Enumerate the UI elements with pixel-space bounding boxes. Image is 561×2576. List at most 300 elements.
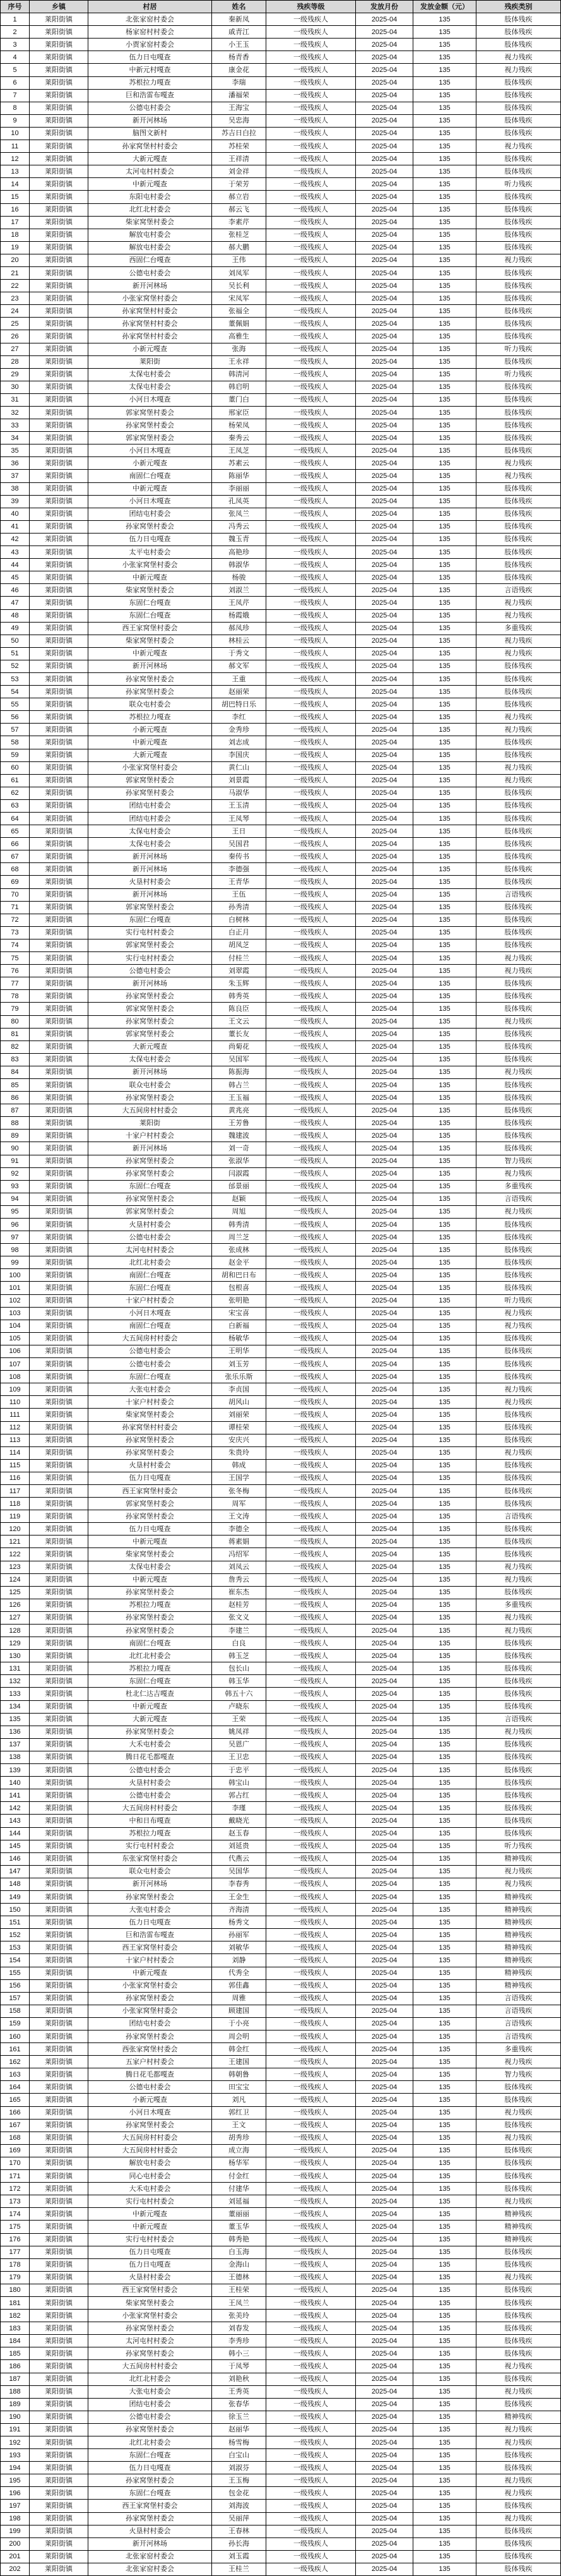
cell-disability-level: 一级残疾人 — [266, 1358, 356, 1371]
cell-index: 1 — [1, 13, 30, 26]
cell-disability-level: 一级残疾人 — [266, 1700, 356, 1713]
cell-month: 2025-04 — [356, 191, 413, 203]
table-row — [1, 1611, 561, 1624]
cell-name: 李瑾 — [212, 1802, 266, 1815]
cell-month: 2025-04 — [356, 64, 413, 76]
cell-township: 莱阳街镇 — [30, 203, 88, 216]
cell-name: 刘敏华 — [212, 1941, 266, 1954]
cell-amount: 135 — [413, 1231, 476, 1244]
cell-amount: 135 — [413, 1510, 476, 1523]
cell-month: 2025-04 — [356, 1979, 413, 1992]
table-row — [1, 2081, 561, 2094]
cell-township: 莱阳街镇 — [30, 26, 88, 39]
cell-village: 东固仁台嘎查 — [88, 609, 212, 622]
cell-amount: 135 — [413, 2119, 476, 2132]
table-row — [1, 672, 561, 685]
cell-township: 莱阳街镇 — [30, 1345, 88, 1357]
cell-disability-type: 肢体残疾 — [476, 1484, 561, 1497]
cell-index: 45 — [1, 571, 30, 584]
table-row — [1, 2310, 561, 2322]
cell-index: 165 — [1, 2094, 30, 2106]
cell-index: 64 — [1, 813, 30, 825]
cell-disability-level: 一级残疾人 — [266, 102, 356, 114]
cell-index: 188 — [1, 2385, 30, 2398]
cell-township: 莱阳街镇 — [30, 736, 88, 749]
cell-township: 莱阳街镇 — [30, 2563, 88, 2575]
cell-disability-type: 肢体残疾 — [476, 153, 561, 165]
cell-amount: 135 — [413, 2271, 476, 2284]
cell-disability-level: 一级残疾人 — [266, 1117, 356, 1130]
cell-name: 苏素云 — [212, 457, 266, 470]
cell-amount: 135 — [413, 13, 476, 26]
cell-village: 孙家窝堡村委会 — [88, 1625, 212, 1637]
cell-amount: 135 — [413, 2081, 476, 2094]
cell-amount: 135 — [413, 165, 476, 178]
table-row — [1, 838, 561, 850]
cell-disability-type: 肢体残疾 — [476, 2500, 561, 2512]
table-row — [1, 1015, 561, 1028]
cell-township: 莱阳街镇 — [30, 2043, 88, 2056]
cell-township: 莱阳街镇 — [30, 1523, 88, 1535]
cell-village: 腾日花毛都嘎查 — [88, 2068, 212, 2081]
cell-amount: 135 — [413, 1713, 476, 1726]
cell-township: 莱阳街镇 — [30, 1383, 88, 1396]
cell-amount: 135 — [413, 724, 476, 736]
cell-month: 2025-04 — [356, 2094, 413, 2106]
cell-index: 61 — [1, 774, 30, 787]
cell-month: 2025-04 — [356, 1688, 413, 1700]
cell-index: 38 — [1, 482, 30, 495]
cell-village: 团结屯村委会 — [88, 799, 212, 812]
cell-index: 171 — [1, 2170, 30, 2183]
cell-month: 2025-04 — [356, 2474, 413, 2487]
cell-month: 2025-04 — [356, 1802, 413, 1815]
cell-name: 王青华 — [212, 876, 266, 888]
cell-disability-type: 肢体残疾 — [476, 1104, 561, 1117]
cell-disability-type: 言语残疾 — [476, 1193, 561, 1205]
cell-amount: 135 — [413, 520, 476, 533]
table-row — [1, 2411, 561, 2423]
cell-month: 2025-04 — [356, 965, 413, 977]
cell-village: 西王家窝堡村委会 — [88, 1941, 212, 1954]
cell-disability-type: 肢体残疾 — [476, 76, 561, 89]
cell-disability-level: 一级残疾人 — [266, 2398, 356, 2411]
table-row — [1, 1142, 561, 1155]
cell-disability-type: 视力残疾 — [476, 711, 561, 724]
cell-disability-level: 一级残疾人 — [266, 368, 356, 381]
cell-village: 郭家窝堡村委会 — [88, 1205, 212, 1218]
cell-name: 董佩娟 — [212, 318, 266, 330]
cell-name: 尚菊花 — [212, 1041, 266, 1053]
cell-month: 2025-04 — [356, 407, 413, 419]
cell-disability-level: 一级残疾人 — [266, 736, 356, 749]
cell-disability-level: 一级残疾人 — [266, 533, 356, 546]
cell-index: 71 — [1, 901, 30, 914]
cell-amount: 135 — [413, 114, 476, 127]
cell-village: 小河日木嘎查 — [88, 1307, 212, 1320]
cell-disability-type: 肢体残疾 — [476, 432, 561, 444]
cell-village: 东张家窝堡村委会 — [88, 1852, 212, 1865]
cell-amount: 135 — [413, 736, 476, 749]
cell-month: 2025-04 — [356, 609, 413, 622]
cell-disability-type: 视力残疾 — [476, 470, 561, 482]
cell-township: 莱阳街镇 — [30, 1586, 88, 1599]
cell-index: 148 — [1, 1878, 30, 1890]
table-row — [1, 2183, 561, 2195]
cell-amount: 135 — [413, 1827, 476, 1840]
cell-month: 2025-04 — [356, 432, 413, 444]
cell-disability-level: 一级残疾人 — [266, 1802, 356, 1815]
cell-name: 张春华 — [212, 2398, 266, 2411]
cell-disability-level: 一级残疾人 — [266, 1713, 356, 1726]
table-row — [1, 13, 561, 26]
cell-disability-type: 视力残疾 — [476, 761, 561, 774]
cell-township: 莱阳街镇 — [30, 102, 88, 114]
cell-name: 刘凡 — [212, 2094, 266, 2106]
cell-amount: 135 — [413, 2347, 476, 2360]
cell-name: 杨青香 — [212, 51, 266, 64]
cell-disability-level: 一级残疾人 — [266, 1472, 356, 1484]
cell-disability-level: 一级残疾人 — [266, 635, 356, 647]
cell-village: 小新元嘎查 — [88, 2094, 212, 2106]
cell-disability-level: 一级残疾人 — [266, 647, 356, 660]
cell-disability-level: 一级残疾人 — [266, 419, 356, 432]
cell-month: 2025-04 — [356, 1421, 413, 1434]
cell-disability-type: 肢体残疾 — [476, 672, 561, 685]
cell-month: 2025-04 — [356, 1193, 413, 1205]
cell-township: 莱阳街镇 — [30, 965, 88, 977]
cell-township: 莱阳街镇 — [30, 1751, 88, 1763]
cell-name: 周会明 — [212, 2030, 266, 2043]
table-row — [1, 1078, 561, 1091]
cell-township: 莱阳街镇 — [30, 1637, 88, 1650]
cell-village: 十家户村村委会 — [88, 1294, 212, 1307]
cell-township: 莱阳街镇 — [30, 1066, 88, 1078]
cell-index: 160 — [1, 2030, 30, 2043]
cell-disability-type: 肢体残疾 — [476, 2373, 561, 2385]
cell-township: 莱阳街镇 — [30, 1510, 88, 1523]
cell-village: 十家户村村委会 — [88, 1954, 212, 1967]
cell-township: 莱阳街镇 — [30, 2360, 88, 2373]
cell-name: 刘玉霞 — [212, 2550, 266, 2563]
cell-name: 王伍 — [212, 888, 266, 901]
cell-amount: 135 — [413, 1751, 476, 1763]
cell-township: 莱阳街镇 — [30, 711, 88, 724]
cell-index: 10 — [1, 127, 30, 140]
cell-month: 2025-04 — [356, 850, 413, 863]
table-row — [1, 787, 561, 799]
cell-index: 30 — [1, 381, 30, 393]
cell-township: 莱阳街镇 — [30, 1015, 88, 1028]
table-row — [1, 2360, 561, 2373]
cell-disability-level: 一级残疾人 — [266, 1003, 356, 1015]
cell-village: 太平屯村委会 — [88, 546, 212, 559]
cell-disability-type: 肢体残疾 — [476, 102, 561, 114]
cell-index: 105 — [1, 1332, 30, 1345]
cell-amount: 135 — [413, 2550, 476, 2563]
cell-disability-type: 肢体残疾 — [476, 127, 561, 140]
cell-name: 刘志成 — [212, 736, 266, 749]
cell-township: 莱阳街镇 — [30, 1269, 88, 1282]
cell-disability-type: 肢体残疾 — [476, 876, 561, 888]
cell-disability-type: 肢体残疾 — [476, 914, 561, 926]
cell-name: 韩小三 — [212, 2347, 266, 2360]
cell-name: 刘艳秋 — [212, 2373, 266, 2385]
cell-disability-level: 一级残疾人 — [266, 2056, 356, 2068]
cell-township: 莱阳街镇 — [30, 1193, 88, 1205]
cell-disability-type: 视力残疾 — [476, 2423, 561, 2436]
cell-index: 76 — [1, 965, 30, 977]
table-row — [1, 1205, 561, 1218]
cell-township: 莱阳街镇 — [30, 520, 88, 533]
cell-village: 大五间房村村委会 — [88, 2144, 212, 2157]
cell-amount: 135 — [413, 939, 476, 951]
cell-disability-type: 视力残疾 — [476, 2487, 561, 2500]
cell-disability-level: 一级残疾人 — [266, 2411, 356, 2423]
cell-month: 2025-04 — [356, 13, 413, 26]
cell-index: 41 — [1, 520, 30, 533]
cell-amount: 135 — [413, 1180, 476, 1193]
cell-month: 2025-04 — [356, 1205, 413, 1218]
table-row — [1, 622, 561, 635]
cell-amount: 135 — [413, 774, 476, 787]
cell-amount: 135 — [413, 1979, 476, 1992]
cell-disability-level: 一级残疾人 — [266, 1992, 356, 2005]
cell-amount: 135 — [413, 2436, 476, 2449]
table-row — [1, 1777, 561, 1789]
cell-index: 63 — [1, 799, 30, 812]
header-index: 序号 — [1, 1, 30, 13]
table-row — [1, 2474, 561, 2487]
cell-amount: 135 — [413, 1244, 476, 1256]
cell-disability-type: 肢体残疾 — [476, 13, 561, 26]
cell-township: 莱阳街镇 — [30, 2436, 88, 2449]
cell-disability-type: 肢体残疾 — [476, 1003, 561, 1015]
cell-village: 火垦村村委会 — [88, 876, 212, 888]
cell-month: 2025-04 — [356, 2195, 413, 2208]
cell-disability-type: 肢体残疾 — [476, 799, 561, 812]
cell-village: 团结屯村委会 — [88, 2398, 212, 2411]
cell-township: 莱阳街镇 — [30, 1688, 88, 1700]
table-row — [1, 1625, 561, 1637]
cell-disability-type: 肢体残疾 — [476, 2296, 561, 2309]
cell-village: 火垦村村委会 — [88, 2271, 212, 2284]
cell-amount: 135 — [413, 761, 476, 774]
cell-index: 192 — [1, 2436, 30, 2449]
cell-disability-level: 一级残疾人 — [266, 444, 356, 457]
cell-village: 中新元嘎查 — [88, 1573, 212, 1586]
cell-month: 2025-04 — [356, 559, 413, 571]
cell-disability-type: 肢体残疾 — [476, 2258, 561, 2271]
cell-township: 莱阳街镇 — [30, 178, 88, 191]
cell-disability-level: 一级残疾人 — [266, 203, 356, 216]
cell-disability-level: 一级残疾人 — [266, 1611, 356, 1624]
cell-disability-level: 一级残疾人 — [266, 686, 356, 698]
cell-village: 巨和浩雷布嘎查 — [88, 1929, 212, 1941]
cell-disability-level: 一级残疾人 — [266, 1586, 356, 1599]
cell-village: 孙家窝堡村村委会 — [88, 318, 212, 330]
cell-disability-type: 视力残疾 — [476, 1865, 561, 1878]
cell-disability-type: 肢体残疾 — [476, 381, 561, 393]
table-row — [1, 444, 561, 457]
cell-amount: 135 — [413, 1066, 476, 1078]
table-row — [1, 1979, 561, 1992]
cell-village: 脑图文新村 — [88, 127, 212, 140]
cell-amount: 135 — [413, 102, 476, 114]
cell-village: 中新元嘎查 — [88, 571, 212, 584]
cell-village: 郭家窝堡村委会 — [88, 432, 212, 444]
cell-month: 2025-04 — [356, 2398, 413, 2411]
table-row — [1, 1396, 561, 1409]
cell-index: 135 — [1, 1713, 30, 1726]
cell-amount: 135 — [413, 292, 476, 305]
cell-village: 小张家窝堡村委会 — [88, 292, 212, 305]
cell-month: 2025-04 — [356, 51, 413, 64]
cell-disability-type: 肢体残疾 — [476, 990, 561, 1003]
cell-disability-type: 听力残疾 — [476, 1294, 561, 1307]
cell-disability-level: 一级残疾人 — [266, 1167, 356, 1180]
cell-month: 2025-04 — [356, 1726, 413, 1738]
cell-village: 小河日木嘎查 — [88, 444, 212, 457]
cell-amount: 135 — [413, 1954, 476, 1967]
cell-township: 莱阳街镇 — [30, 1041, 88, 1053]
cell-name: 王文云 — [212, 1015, 266, 1028]
cell-amount: 135 — [413, 1561, 476, 1573]
cell-index: 70 — [1, 888, 30, 901]
cell-amount: 135 — [413, 1269, 476, 1282]
header-row — [1, 1, 561, 13]
cell-index: 104 — [1, 1320, 30, 1332]
cell-village: 团结屯村委会 — [88, 508, 212, 520]
cell-month: 2025-04 — [356, 1180, 413, 1193]
cell-amount: 135 — [413, 2195, 476, 2208]
cell-index: 31 — [1, 393, 30, 406]
cell-name: 刘景霞 — [212, 774, 266, 787]
cell-month: 2025-04 — [356, 711, 413, 724]
cell-name: 董长友 — [212, 1028, 266, 1041]
cell-village: 小贾家窑村委会 — [88, 39, 212, 51]
cell-township: 莱阳街镇 — [30, 939, 88, 951]
cell-amount: 135 — [413, 266, 476, 279]
cell-disability-type: 肢体残疾 — [476, 2157, 561, 2169]
cell-village: 郭家窝堡村委会 — [88, 1003, 212, 1015]
table-row — [1, 1637, 561, 1650]
cell-village: 东固仁台嘎查 — [88, 1371, 212, 1383]
cell-township: 莱阳街镇 — [30, 1535, 88, 1548]
cell-township: 莱阳街镇 — [30, 2449, 88, 2462]
cell-township: 莱阳街镇 — [30, 1294, 88, 1307]
cell-amount: 135 — [413, 1738, 476, 1751]
cell-amount: 135 — [413, 140, 476, 153]
cell-village: 中新元嘎查 — [88, 647, 212, 660]
cell-month: 2025-04 — [356, 1967, 413, 1979]
cell-name: 朱玉辉 — [212, 977, 266, 990]
table-row — [1, 330, 561, 343]
cell-village: 五家户村村委会 — [88, 2056, 212, 2068]
cell-disability-level: 一级残疾人 — [266, 495, 356, 508]
cell-township: 莱阳街镇 — [30, 901, 88, 914]
cell-disability-type: 肢体残疾 — [476, 2170, 561, 2183]
cell-township: 莱阳街镇 — [30, 444, 88, 457]
cell-township: 莱阳街镇 — [30, 1929, 88, 1941]
cell-month: 2025-04 — [356, 2144, 413, 2157]
cell-township: 莱阳街镇 — [30, 2310, 88, 2322]
cell-village: 小河日木嘎查 — [88, 2106, 212, 2119]
cell-disability-level: 一级残疾人 — [266, 1205, 356, 1218]
cell-village: 南固仁台嘎查 — [88, 1269, 212, 1282]
cell-disability-type: 视力残疾 — [476, 2385, 561, 2398]
cell-disability-level: 一级残疾人 — [266, 2385, 356, 2398]
cell-disability-level: 一级残疾人 — [266, 1231, 356, 1244]
cell-name: 白树林 — [212, 914, 266, 926]
table-row — [1, 1713, 561, 1726]
cell-name: 顾建国 — [212, 2005, 266, 2017]
cell-village: 孙家窝堡村委会 — [88, 419, 212, 432]
table-row — [1, 2500, 561, 2512]
cell-name: 白正月 — [212, 926, 266, 939]
cell-township: 莱阳街镇 — [30, 1865, 88, 1878]
cell-amount: 135 — [413, 2525, 476, 2537]
table-row — [1, 2246, 561, 2258]
cell-disability-level: 一级残疾人 — [266, 1535, 356, 1548]
table-row — [1, 952, 561, 965]
cell-index: 52 — [1, 660, 30, 672]
cell-month: 2025-04 — [356, 1256, 413, 1269]
cell-index: 139 — [1, 1764, 30, 1777]
cell-month: 2025-04 — [356, 1371, 413, 1383]
cell-index: 18 — [1, 229, 30, 241]
cell-disability-type: 肢体残疾 — [476, 482, 561, 495]
cell-amount: 135 — [413, 368, 476, 381]
cell-village: 大五间房村村委会 — [88, 2360, 212, 2373]
cell-index: 138 — [1, 1751, 30, 1763]
cell-village: 太保屯村委会 — [88, 1561, 212, 1573]
cell-month: 2025-04 — [356, 165, 413, 178]
cell-month: 2025-04 — [356, 838, 413, 850]
cell-township: 莱阳街镇 — [30, 318, 88, 330]
cell-name: 陈振海 — [212, 1066, 266, 1078]
cell-amount: 135 — [413, 153, 476, 165]
cell-index: 200 — [1, 2537, 30, 2550]
cell-month: 2025-04 — [356, 2537, 413, 2550]
cell-month: 2025-04 — [356, 1904, 413, 1916]
cell-index: 136 — [1, 1726, 30, 1738]
table-row — [1, 76, 561, 89]
cell-disability-level: 一级残疾人 — [266, 1865, 356, 1878]
cell-village: 郭家窝堡村委会 — [88, 939, 212, 951]
cell-name: 韩清河 — [212, 368, 266, 381]
cell-amount: 135 — [413, 2487, 476, 2500]
cell-township: 莱阳街镇 — [30, 1371, 88, 1383]
cell-disability-type: 视力残疾 — [476, 1066, 561, 1078]
table-row — [1, 165, 561, 178]
table-row — [1, 241, 561, 254]
cell-disability-level: 一级残疾人 — [266, 140, 356, 153]
cell-disability-type: 肢体残疾 — [476, 2462, 561, 2474]
cell-village: 大五间房村村委会 — [88, 1104, 212, 1117]
cell-month: 2025-04 — [356, 1738, 413, 1751]
cell-index: 142 — [1, 1802, 30, 1815]
cell-month: 2025-04 — [356, 1028, 413, 1041]
cell-disability-type: 肢体残疾 — [476, 571, 561, 584]
cell-disability-type: 精神残疾 — [476, 2221, 561, 2233]
cell-disability-type: 肢体残疾 — [476, 330, 561, 343]
cell-index: 32 — [1, 407, 30, 419]
cell-disability-level: 一级残疾人 — [266, 1130, 356, 1142]
table-row — [1, 355, 561, 368]
cell-township: 莱阳街镇 — [30, 1941, 88, 1954]
cell-index: 201 — [1, 2550, 30, 2563]
